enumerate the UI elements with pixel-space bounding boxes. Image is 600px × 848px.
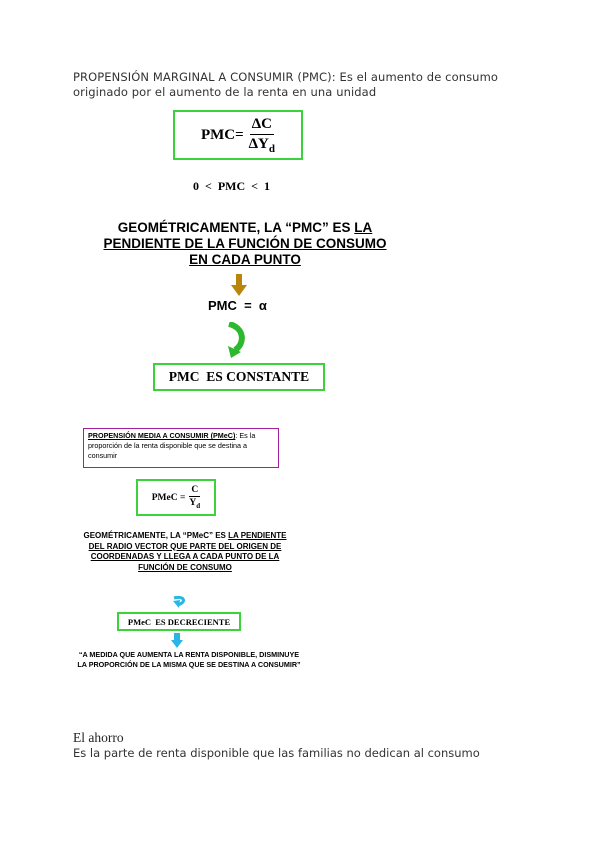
pmc-formula-box (173, 110, 303, 160)
geom-pmec-part2: LA PENDIENTE DEL RADIO VECTOR QUE PARTE DEL ORIGEN DE COORDENADAS Y LLEGA A CADA PUNTO DE LA FUNCIÓN DE CONSUMO (88, 531, 287, 572)
geom-pmec-heading (80, 531, 290, 573)
pmec-denominator (189, 497, 200, 510)
ahorro-heading: El ahorro (73, 730, 124, 745)
pmc-alpha: PMC = α (208, 298, 267, 313)
pmec-denominator-base: Y (189, 498, 197, 509)
pmec-decreasing-box (117, 612, 241, 631)
pmc-denominator-base: ΔY (248, 135, 269, 152)
pmc-denominator (249, 135, 275, 155)
pmc-numerator: ΔC (250, 116, 274, 135)
down-arrow-icon (231, 274, 247, 296)
pmc-fraction (249, 116, 275, 155)
pmc-denominator-sub: d (268, 142, 276, 155)
pmec-formula-box (136, 479, 216, 516)
pmc-intro-paragraph (73, 70, 533, 100)
cyan-curved-arrow-icon (173, 595, 189, 608)
pmec-definition-title: PROPENSIÓN MEDIA A CONSUMIR (PMeC) (88, 431, 236, 440)
intro-line-2: originado por el aumento de la renta en una unidad (73, 85, 377, 99)
geom-pmc-part1: GEOMÉTRICAMENTE, LA “PMC” ES (117, 220, 355, 235)
pmec-definition-text: : Es la proporción de la renta disponible que se destina a consumir (88, 431, 256, 460)
geom-pmc-part2: LA PENDIENTE DE LA FUNCIÓN DE CONSUMO EN CADA PUNTO (103, 220, 387, 267)
curved-arrow-icon (225, 322, 247, 358)
geom-pmec-part1: GEOMÉTRICAMENTE, LA “PMeC” ES (83, 531, 229, 540)
pmc-constant-box (153, 363, 325, 391)
ahorro-definition: Es la parte de renta disponible que las familias no dedican al consumo (73, 746, 480, 760)
pmc-constant-text: PMC ES CONSTANTE (168, 369, 310, 384)
pmec-quote: “A MEDIDA QUE AUMENTA LA RENTA DISPONIBLE, DISMINUYE LA PROPORCIÓN DE LA MISMA QUE SE DESTINA A CONSUMIR” (77, 650, 301, 669)
pmec-formula-lhs: PMeC = (151, 492, 186, 503)
pmc-range: 0 < PMC < 1 (193, 179, 270, 193)
cyan-down-arrow-icon (171, 633, 183, 648)
pmc-formula-lhs: PMC= (200, 126, 244, 143)
intro-line-1: PROPENSIÓN MARGINAL A CONSUMIR (PMC): Es el aumento de consumo (73, 70, 499, 84)
pmec-fraction (189, 485, 200, 510)
pmec-decreasing-text: PMeC ES DECRECIENTE (127, 616, 231, 627)
pmec-numerator: C (191, 485, 199, 496)
pmec-definition-box (83, 428, 279, 468)
geom-pmc-heading (100, 220, 390, 268)
pmec-denominator-sub: d (196, 501, 201, 510)
